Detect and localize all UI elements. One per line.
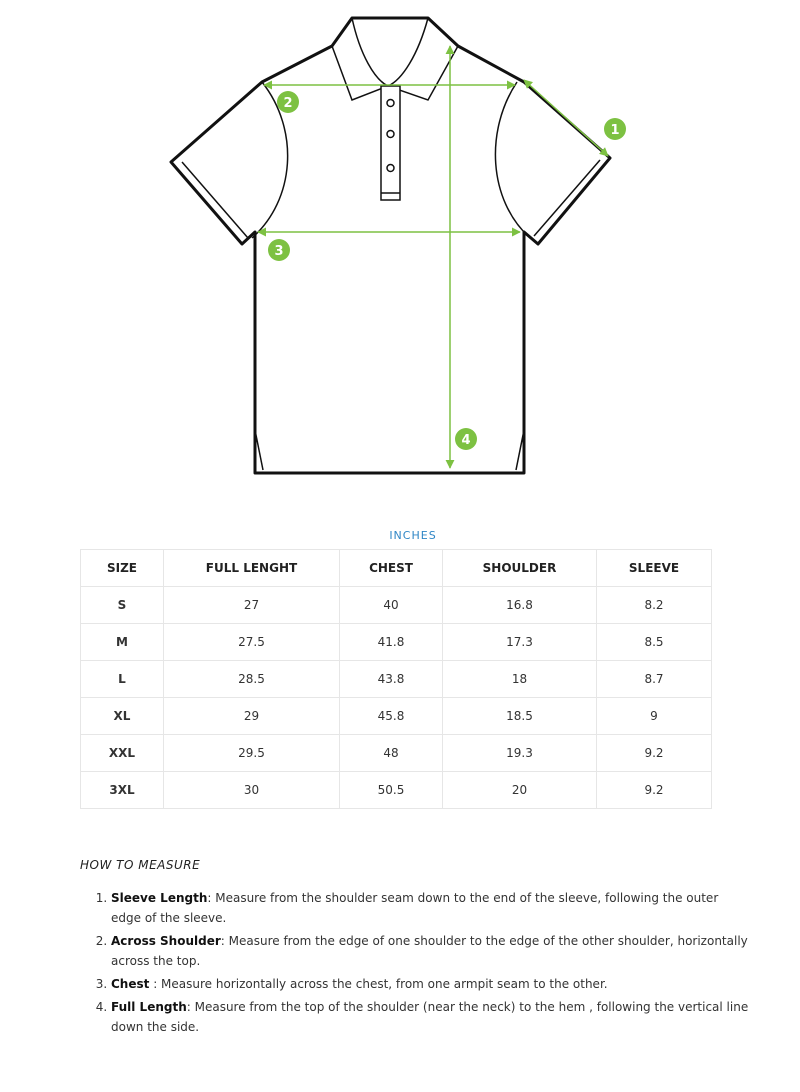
marker-4-icon xyxy=(455,428,477,450)
step-term: Full Length xyxy=(111,1000,187,1014)
measurement-cell: 9.2 xyxy=(597,772,712,809)
marker-3-icon xyxy=(268,239,290,261)
table-row xyxy=(81,735,712,772)
header-full-length: FULL LENGHT xyxy=(164,550,340,587)
table-row xyxy=(81,698,712,735)
measure-step: 1. Sleeve Length: Measure from the shoulder seam down to the end of the sleeve, following the outer edge of the sleeve. xyxy=(111,888,751,928)
marker-4-number: 4 xyxy=(461,433,471,448)
table-row xyxy=(81,661,712,698)
size-cell: XXL xyxy=(81,735,164,772)
size-cell: M xyxy=(81,624,164,661)
measurement-cell: 8.5 xyxy=(597,624,712,661)
step-term: Sleeve Length xyxy=(111,891,208,905)
header-size: SIZE xyxy=(81,550,164,587)
step-text: Measure from the top of the shoulder (near the neck) to the hem , following the vertical line down the side. xyxy=(111,1000,749,1034)
step-text: Measure from the edge of one shoulder to the edge of the other shoulder, horizontally across the top. xyxy=(111,934,748,968)
measure-step: 2. Across Shoulder: Measure from the edge of one shoulder to the edge of the other shoulder, horizontally across the top. xyxy=(111,931,751,971)
marker-1-icon xyxy=(604,118,626,140)
measurement-cell: 19.3 xyxy=(443,735,597,772)
table-row xyxy=(81,772,712,809)
measurement-cell: 48 xyxy=(340,735,443,772)
table-header-row xyxy=(81,550,712,587)
header-sleeve: SLEEVE xyxy=(597,550,712,587)
marker-2-icon xyxy=(277,91,299,113)
table-row xyxy=(81,624,712,661)
measure-steps-list xyxy=(86,888,751,1040)
measurement-cell: 29 xyxy=(164,698,340,735)
measure-step: 3. Chest : Measure horizontally across the chest, from one armpit seam to the other. xyxy=(111,974,751,994)
button-3 xyxy=(387,165,394,172)
measurement-cell: 8.2 xyxy=(597,587,712,624)
button-1 xyxy=(387,100,394,107)
size-cell: XL xyxy=(81,698,164,735)
table-row xyxy=(81,587,712,624)
units-label: INCHES xyxy=(389,529,437,542)
measurement-cell: 18 xyxy=(443,661,597,698)
measurement-cell: 8.7 xyxy=(597,661,712,698)
measurement-cell: 20 xyxy=(443,772,597,809)
button-2 xyxy=(387,131,394,138)
polo-shirt-diagram xyxy=(0,0,800,500)
measurement-cell: 28.5 xyxy=(164,661,340,698)
measurement-cell: 45.8 xyxy=(340,698,443,735)
marker-3-number: 3 xyxy=(274,244,284,259)
measurement-cell: 27 xyxy=(164,587,340,624)
measurement-cell: 43.8 xyxy=(340,661,443,698)
measurement-cell: 16.8 xyxy=(443,587,597,624)
header-chest: CHEST xyxy=(340,550,443,587)
measurement-cell: 9 xyxy=(597,698,712,735)
size-cell: S xyxy=(81,587,164,624)
step-text: Measure from the shoulder seam down to the end of the sleeve, following the outer edge of the sleeve. xyxy=(111,891,719,925)
measurement-cell: 40 xyxy=(340,587,443,624)
measurement-cell: 41.8 xyxy=(340,624,443,661)
measurement-cell: 9.2 xyxy=(597,735,712,772)
size-chart-table xyxy=(80,549,712,809)
step-text: Measure horizontally across the chest, from one armpit seam to the other. xyxy=(161,977,608,991)
measurement-cell: 50.5 xyxy=(340,772,443,809)
measurement-cell: 17.3 xyxy=(443,624,597,661)
header-shoulder: SHOULDER xyxy=(443,550,597,587)
size-cell: L xyxy=(81,661,164,698)
measurement-cell: 18.5 xyxy=(443,698,597,735)
how-to-measure-title: HOW TO MEASURE xyxy=(80,858,201,872)
measurement-cell: 27.5 xyxy=(164,624,340,661)
measurement-cell: 30 xyxy=(164,772,340,809)
size-cell: 3XL xyxy=(81,772,164,809)
marker-1-number: 1 xyxy=(610,123,620,138)
measure-step: 4. Full Length: Measure from the top of the shoulder (near the neck) to the hem , following the vertical line down the side. xyxy=(111,997,751,1037)
step-term: Across Shoulder xyxy=(111,934,221,948)
marker-2-number: 2 xyxy=(283,96,293,111)
measurement-cell: 29.5 xyxy=(164,735,340,772)
step-term: Chest xyxy=(111,977,150,991)
